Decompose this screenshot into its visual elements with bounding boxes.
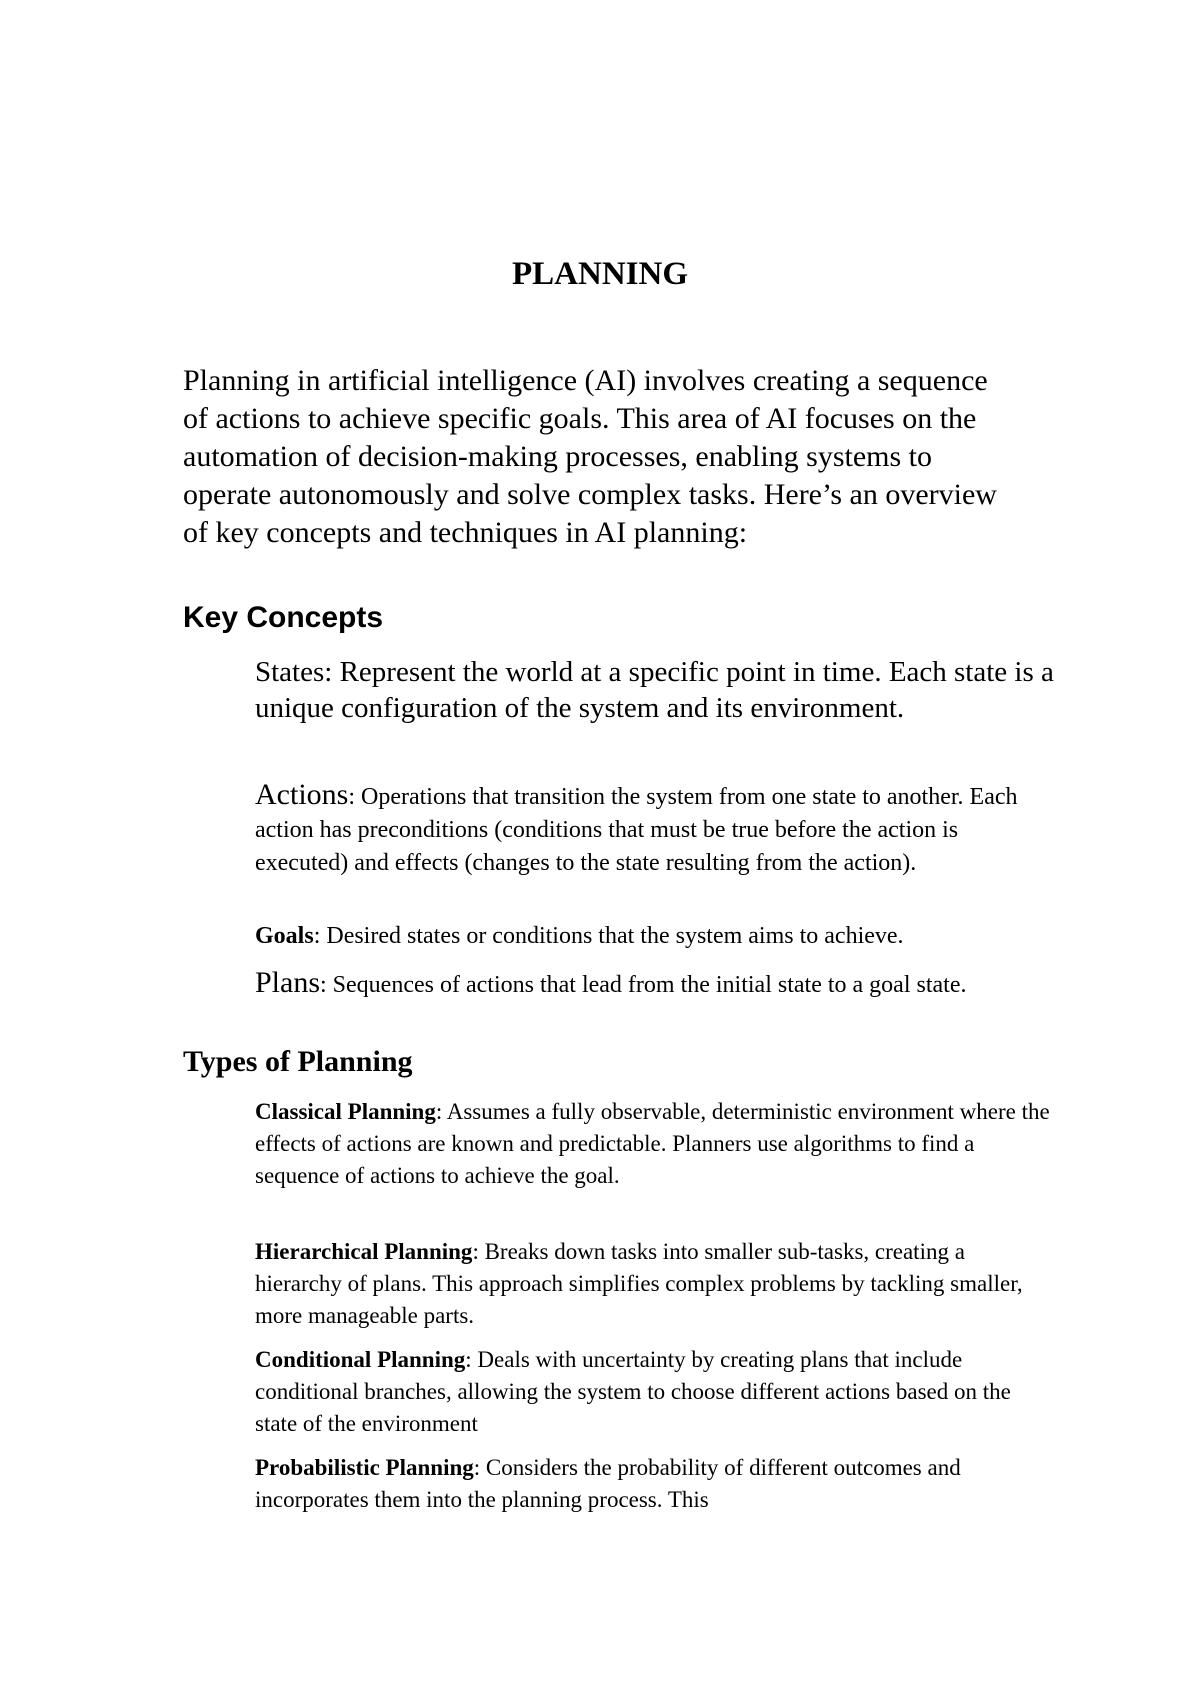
concept-actions	[255, 778, 1055, 880]
planning-type-term: Conditional Planning	[255, 1347, 466, 1372]
types-of-planning-heading: Types of Planning	[183, 1045, 413, 1078]
planning-type-text: : Deals with uncertainty by creating plans that include conditional branches, allowing the system to choose different actions based on the state of the environment	[255, 1347, 1011, 1436]
concept-text: : Represent the world at a specific point in time. Each state is a unique configuration of the system and its environment.	[255, 656, 1054, 724]
key-concepts-heading: Key Concepts	[183, 601, 384, 634]
planning-type-conditional	[255, 1344, 1055, 1440]
planning-type-term: Hierarchical Planning	[255, 1239, 473, 1264]
concept-goals	[255, 920, 1055, 953]
concept-text: : Operations that transition the system from one state to another. Each action has preconditions (conditions that must be true before the action is executed) and effects (changes to the state resulting from the action).	[255, 784, 1018, 876]
intro-paragraph: Planning in artificial intelligence (AI) involves creating a sequence of actions to achieve specific goals. This area of AI focuses on the automation of decision-making processes, enabling systems to operate autonomously and solve complex tasks. Here’s an overview of key concepts and techniques in AI planning:	[183, 364, 997, 549]
concept-plans	[255, 966, 1055, 1002]
page-title: PLANNING	[511, 256, 688, 292]
planning-type-text: : Assumes a fully observable, deterministic environment where the effects of actions are known and predictable. Planners use algorithms to find a sequence of actions to achieve the goal.	[255, 1099, 1050, 1188]
planning-type-hierarchical	[255, 1236, 1055, 1332]
concept-states	[255, 654, 1055, 726]
concept-term: Actions	[255, 778, 349, 811]
planning-type-term: Classical Planning	[255, 1099, 436, 1124]
concept-term: States	[255, 656, 325, 688]
planning-type-text: : Breaks down tasks into smaller sub-tasks, creating a hierarchy of plans. This approach simplifies complex problems by tackling smaller, more manageable parts.	[255, 1239, 1023, 1328]
concept-term: Plans	[255, 966, 321, 999]
planning-type-text: : Considers the probability of different outcomes and incorporates them into the planning process. This	[255, 1455, 961, 1512]
concept-text: : Sequences of actions that lead from the initial state to a goal state.	[320, 972, 967, 998]
planning-type-classical	[255, 1096, 1055, 1192]
concept-term: Goals	[255, 923, 314, 949]
planning-type-term: Probabilistic Planning	[255, 1455, 474, 1480]
concept-text: : Desired states or conditions that the system aims to achieve.	[313, 923, 904, 949]
planning-type-probabilistic	[255, 1452, 1055, 1516]
